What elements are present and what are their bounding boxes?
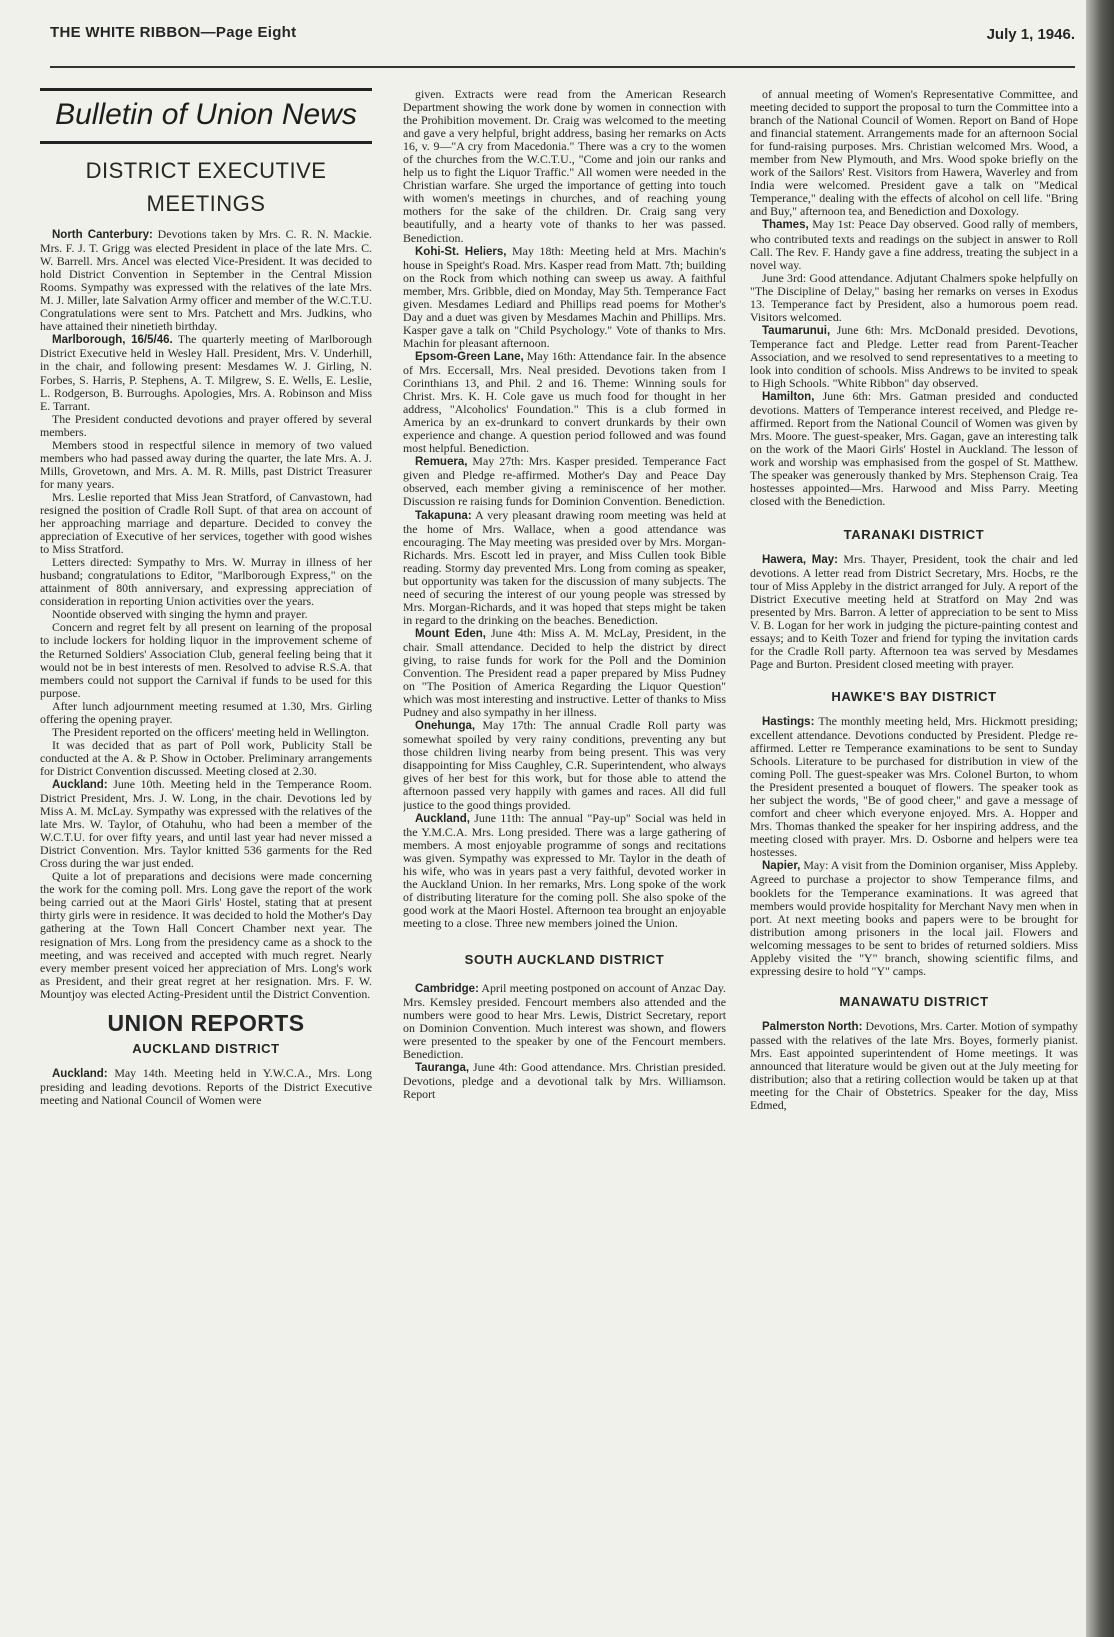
report-paragraph — [40, 700, 372, 726]
report-paragraph — [40, 1067, 372, 1107]
report-branch-name: Mount Eden, — [415, 627, 486, 640]
report-text: May 18th: Meeting held at Mrs. Machin's house in Speight's Road. Mrs. Kasper read from Matt. 7th; building on the Rock from which nothing can sweep us away. A faithful member, Mrs. Gribble, died on Monday, May 5th. Temperance Fact given. Mesdames Lediard and Phillips read poems for Mother's Day and a duet was given by Mesdames Machin and Phillips. Mrs. Kasper gave a talk on "Child Psychology." Vote of thanks to Mrs. Machin for pleasant afternoon. — [403, 243, 726, 350]
district-executive-reports — [40, 228, 372, 1001]
report-branch-name: North Canterbury: — [52, 229, 153, 241]
report-branch-name: Cambridge: — [415, 983, 479, 995]
report-branch-name: Auckland, — [415, 812, 470, 825]
report-text: Members stood in respectful silence in memory of two valued members who had passed away during the quarter, the late Mrs. A. J. Mills, Grovetown, and Mrs. A. M. R. Mills, past District Treasurer for many years. — [40, 437, 372, 491]
report-paragraph — [750, 324, 1078, 390]
auckland-branch-reports — [403, 88, 726, 930]
report-text: of annual meeting of Women's Representative Committee, and meeting decided to support the proposal to turn the Committee into a branch of the National Council of Women. Report on Band of Hope and financial statement. Arrangements made for an afternoon Social for fund-raising purposes. Mrs. Christian welcomed Mrs. Wood, a member from New Plymouth, and Mrs. Wood spoke briefly on the work of the Sailors' Rest. Visitors from Hawera, Waverley and from India were welcomed. President gave a talk on "Medical Temperance," dealing with the effects of alcohol on cell life. "Bring and Buy," afternoon tea, and Benediction and Doxology. — [750, 88, 1078, 219]
report-text: Quite a lot of preparations and decisions were made concerning the work for the coming poll. Mrs. Long gave the report of the work being carried out at the Maori Girls' Hostel, stating that at present thirty girls were in residence. It was decided to hold the Mother's Day gathering at the Town Hall Concert Chamber next year. The resignation of Mrs. Long from the presidency came as a shock to the meeting, and was received and accepted with much regret. Nearly every member present voiced her appreciation of Mrs. Long's work as President, and their great regret at her resignation. Mrs. F. W. Mountjoy was elected Acting-President until the District Convention. — [40, 869, 372, 1001]
report-paragraph — [403, 455, 726, 508]
report-paragraph — [750, 553, 1078, 671]
column-1 — [40, 88, 372, 1628]
report-paragraph — [40, 439, 372, 491]
report-branch-name: Marlborough, 16/5/46. — [52, 334, 173, 347]
report-text: Mrs. Thayer, President, took the chair and led devotions. A letter read from District Secretary, Mrs. Hocbs, re the tour of Miss Appleby in the district arranged for July. A report of the District Executive meeting held at Stratford on May 2nd was presented by Mrs. Barron. A letter of appreciation to be sent to Miss V. B. Logan for her work in judging the picture-painting contest and essays; and to Keith Tozer and friend for typing the invitation cards for the Cradle Roll party. Afternoon tea was served by Mesdames Page and Burton. President closed meeting with prayer. — [750, 551, 1078, 671]
report-paragraph — [403, 812, 726, 930]
taranaki-reports — [750, 553, 1078, 671]
report-paragraph — [40, 870, 372, 1000]
report-paragraph — [750, 272, 1078, 324]
report-paragraph — [40, 333, 372, 412]
report-paragraph — [403, 350, 726, 455]
report-branch-name: Napier, — [762, 860, 801, 873]
south-auckland-district-heading: SOUTH AUCKLAND DISTRICT — [464, 952, 665, 967]
report-paragraph — [403, 719, 726, 811]
bulletin-title: Bulletin of Union News — [40, 88, 372, 144]
report-branch-name: Tauranga, — [415, 1062, 470, 1075]
report-paragraph — [750, 88, 1078, 218]
report-paragraph — [750, 1020, 1078, 1112]
report-branch-name: Taumarunui, — [762, 324, 831, 337]
report-text: The monthly meeting held, Mrs. Hickmott presiding; excellent attendance. Devotions conducted by President. Pledge re-affirmed. Letter re Temperance examinations to be sent to Sunday Schools. Literature to be purchased for distribution in view of the coming Poll. The guest-speaker was Mrs. Colonel Burton, to whom the President presented a bouquet of flowers. The speaker took as her subject the words, "Be of good cheer," and gave a message of comfort and cheer which everyone enjoyed. Mrs. A. Hopper and Mrs. Thomas thanked the speaker for her inspiring address, and the meeting closed with prayer. Mrs. D. Osborne and helpers were tea hostesses. — [750, 713, 1078, 860]
report-branch-name: Kohi-St. Heliers, — [415, 245, 507, 258]
report-branch-name: Auckland: — [52, 778, 108, 791]
report-paragraph — [750, 859, 1078, 977]
taranaki-district-heading: TARANAKI DISTRICT — [843, 526, 985, 542]
report-branch-name: Hastings: — [762, 715, 815, 728]
report-text: May 14th. Meeting held in Y.W.C.A., Mrs. Long presiding and leading devotions. Reports of the District Executive meeting and National Council of Women were — [40, 1065, 372, 1107]
issue-date: July 1, 1946. — [986, 26, 1075, 43]
report-branch-name: Epsom-Green Lane, — [415, 350, 524, 363]
report-paragraph — [40, 556, 372, 608]
report-text: June 4th: Miss A. M. McLay, President, in the chair. Small attendance. Decided to help the district by direct giving, to raise funds for work for the Poll and the Dominion Convention. The President read a paper prepared by Miss Pudney on "The Position of America Regarding the Liquor Question" which was most interesting and instructive. Letter of thanks to Miss Pudney and also sympathy in her illness. — [403, 625, 726, 720]
report-paragraph — [40, 491, 372, 556]
report-branch-name: Remuera, — [415, 456, 468, 469]
report-text: June 4th: Good attendance. Mrs. Christian presided. Devotions, pledge and a devotional talk by Mrs. Williamson. Report — [403, 1060, 726, 1102]
manawatu-district-heading: MANAWATU DISTRICT — [839, 993, 989, 1009]
report-paragraph — [40, 778, 372, 870]
report-text: given. Extracts were read from the American Research Department showing the work done by women in connection with the Prohibition movement. Dr. Craig was welcomed to the meeting and gave a very helpful, bright address, basing her remarks on Acts 16, v. 9—"A cry from Macedonia." There was a cry to the women of the churches from the W.C.T.U., "Come and join our ranks and help us to fight the Liquor Traffic." All women were needed in the Christian warfare. She urged the importance of getting into touch with women's meetings in churches, and of reaching young mothers for the sake of the children. Dr. Craig sang very beautifully, and a hearty vote of thanks to her was passed. Benediction. — [403, 88, 726, 245]
section-title-union-reports: UNION REPORTS — [107, 1009, 305, 1036]
report-paragraph — [403, 245, 726, 350]
report-text: June 6th: Mrs. Gatman presided and conducted devotions. Matters of Temperance interest received, and Pledge re-affirmed. Report from the National Council of Women was given by Mrs. Moore. The guest-speaker, Mrs. Gagan, gave an interesting talk on the work of the Maori Girls' Hostel in Auckland. The lesson of work and worship was emphasised from the gospel of St. Matthew. The speaker was generously thanked by Mrs. Stephenson Craig. Tea hostesses appointed—Mrs. Harwood and Miss Parry. Meeting closed with the Benediction. — [750, 389, 1078, 509]
report-branch-name: Auckland: — [52, 1067, 108, 1080]
report-paragraph — [750, 390, 1078, 508]
report-text: June 11th: The annual "Pay-up" Social was held in the Y.M.C.A. Mrs. Long presided. There was a large gathering of members. A most enjoyable programme of songs and recitations was given. Sympathy was expressed to Mr. Taylor in the death of his wife, who was in years past a very faithful, devoted worker in the Auckland Union. In her remarks, Mrs. Long spoke of the work of distributing literature for the coming poll. She also spoke of the good work at the Maori Hostel. Afternoon tea brought an enjoyable meeting to a close. Three new members joined the Union. — [403, 810, 726, 930]
column-3 — [750, 88, 1078, 1628]
report-text: The President reported on the officers' meeting held in Wellington. — [52, 724, 370, 739]
report-text: Devotions, Mrs. Carter. Motion of sympathy passed with the relatives of the late Mrs. Boyes, formerly pianist. Mrs. East appointed superintendent of Home meetings. It was announced that literature would be given out at the July meeting for distribution; also that a retiring collection would be taken up at that meeting for the Chair of Obstetrics. Speaker for the day, Miss Edmed, — [750, 1018, 1078, 1113]
report-text: A very pleasant drawing room meeting was held at the home of Mrs. Wallace, when a good attendance was encouraging. The May meeting was presided over by Mrs. Morgan-Richards. Mrs. Escott led in prayer, and Miss Cullen took Bible reading. Stormy day prevented Mrs. Long from coming as speaker, but opportunity was taken for the discussion of many subjects. The need of securing the interest of our young people was stressed by Mrs. Morgan-Richards, and it was hoped that steps might be taken in regard to the drinking on the beaches. Benediction. — [403, 507, 726, 627]
report-text: It was decided that as part of Poll work, Publicity Stall be conducted at the A. & P. Show in October. Preliminary arrangements for District Convention discussed. Meeting closed at 2.30. — [40, 737, 372, 778]
report-text: The quarterly meeting of Marlborough District Executive held in Wesley Hall. President, Mrs. V. Underhill, in the chair, and following present: Mesdames W. J. Girling, N. Forbes, S. Harris, P. Stephens, A. T. Milgrew, S. E. Wells, E. Leslie, L. Rodgerson, B. Burroughs. Apologies, Mrs. A. Robinson and Miss E. Tarrant. — [40, 332, 372, 413]
report-text: May 1st: Peace Day observed. Good rally of members, who contributed texts and readings on the subject in answer to Roll Call. The Rev. F. Handy gave a fine address, treating the subject in a novel way. — [750, 217, 1078, 272]
report-paragraph — [40, 413, 372, 439]
report-text: May 27th: Mrs. Kasper presided. Temperance Fact given and Pledge re-affirmed. Mother's Day and Peace Day observed, each member giving a reminiscence of her mother. Discussion re raising funds for Dominion Convention. Benediction. — [403, 454, 726, 509]
report-paragraph — [750, 218, 1078, 271]
report-paragraph — [40, 739, 372, 778]
south-auckland-reports — [403, 982, 726, 1101]
report-text: Devotions taken by Mrs. C. R. N. Mackie. Mrs. F. J. T. Grigg was elected President in place of the late Mrs. C. W. Barrell. Mrs. Ancel was elected Vice-President. It was decided to hold District Convention in September in the Central Mission Rooms. Sympathy was expressed with the relatives of the late Mrs. M. J. Miller, late Salvation Army officer and member of the W.C.T.U. Congratulations were sent to Mrs. Patchett and Mrs. Judkins, who have attained their ninetieth birthday. — [40, 227, 372, 334]
report-branch-name: Hamilton, — [762, 391, 815, 404]
report-paragraph — [40, 228, 372, 333]
report-text: May 16th: Attendance fair. In the absence of Mrs. Eccersall, Mrs. Neal presided. Devotions taken from I Corinthians 13, and Phil. 2 and 16. Theme: Winning souls for Christ. Mrs. K. H. Cole gave us much food for thought in her address, "Alcoholics' Foundation." This is a club formed in America by an ex-drunkard to convert drunkards by their own experience and change. A question period followed and was found most helpful. Benediction. — [403, 348, 726, 456]
report-branch-name: Thames, — [762, 219, 809, 232]
manawatu-reports — [750, 1020, 1078, 1112]
report-paragraph — [40, 621, 372, 699]
report-paragraph — [403, 1061, 726, 1101]
report-text: Mrs. Leslie reported that Miss Jean Stratford, of Canvastown, had resigned the position of Cradle Roll Supt. of that area on account of her approaching marriage and departure. Decided to convey the appreciation of Executive of her services, together with good wishes to Miss Stratford. — [40, 489, 372, 557]
report-paragraph — [403, 627, 726, 719]
publication-title: THE WHITE RIBBON—Page Eight — [50, 24, 297, 41]
report-text: June 6th: Mrs. McDonald presided. Devotions, Temperance fact and Pledge. Letter read from Parent-Teacher Association, and we resolved to send representatives to a meeting to look into condition of schools. Miss Andrews to be invited to speak to High Schools. "White Ribbon" day observed. — [750, 322, 1078, 391]
report-text: June 3rd: Good attendance. Adjutant Chalmers spoke helpfully on "The Discipline of Delay," basing her remarks on verses in Exodus 13. Temperance fact by President, also a humorous poem read. Visitors welcomed. — [750, 270, 1078, 324]
column-2 — [403, 88, 726, 1628]
page-edge-shadow — [1086, 0, 1114, 1637]
section-title-district-executive: DISTRICT EXECUTIVE MEETINGS — [85, 158, 327, 216]
report-text: June 10th. Meeting held in the Temperance Room. District President, Mrs. J. W. Long, in the chair. Devotions led by Miss A. M. McLay. Sympathy was expressed with the relatives of the late Mrs. W. Taylor, of Otahuhu, who had been a member of the W.C.T.U. for over fifty years, and until last year had never missed a District Convention. Mrs. Taylor knitted 536 garments for the Red Cross during the war just ended. — [40, 776, 372, 871]
report-text: Noontide observed with singing the hymn and prayer. — [52, 607, 308, 622]
report-text: April meeting postponed on account of Anzac Day. Mrs. Kemsley presided. Fencourt members also attended and the numbers were good to hear Mrs. Lewis, District Secretary, report on Dominion Convention. Much interest was shown, and flowers were presented to the speaker by one of the Fencourt members. Benediction. — [403, 981, 726, 1062]
report-text: Concern and regret felt by all present on learning of the proposal to include lockers for holding liquor in the improvement scheme of the Returned Soldiers' Association Club, general feeling being that it would not be in best interests of men. Resolved to advise R.S.A. that members could not support the Carnival if funds to be used for this purpose. — [40, 620, 372, 700]
report-text: May 17th: The annual Cradle Roll party was somewhat spoiled by very rainy conditions, preventing any but those children living nearby from being present. This was very disappointing for Miss Caughley, C.R. Superintendent, who always gives of her best for this work, but for those able to attend the afternoon passed very happily with games and races. All did full justice to the good things provided. — [403, 718, 726, 812]
auckland-district-reports — [40, 1067, 372, 1107]
hawkes-bay-district-heading: HAWKE'S BAY DISTRICT — [831, 688, 997, 704]
south-auckland-continued-reports — [750, 88, 1078, 509]
page-header — [50, 22, 1075, 46]
header-rule — [50, 66, 1075, 68]
report-branch-name: Palmerston North: — [762, 1020, 863, 1033]
report-paragraph — [403, 982, 726, 1061]
report-branch-name: Onehunga, — [415, 720, 476, 733]
report-text: After lunch adjournment meeting resumed at 1.30, Mrs. Girling offering the opening prayer. — [40, 698, 372, 726]
report-text: The President conducted devotions and prayer offered by several members. — [40, 411, 372, 439]
report-branch-name: Hawera, May: — [762, 553, 838, 566]
auckland-district-heading: AUCKLAND DISTRICT — [132, 1040, 280, 1056]
report-paragraph — [750, 715, 1078, 860]
report-paragraph — [403, 88, 726, 245]
report-paragraph — [403, 509, 726, 627]
hawkes-bay-reports — [750, 715, 1078, 978]
report-text: Letters directed: Sympathy to Mrs. W. Murray in illness of her husband; congratulations to Editor, "Marlborough Express," on the attainment of 80th anniversary, and expressing appreciation of consideration in reporting Union activities over the years. — [40, 555, 372, 609]
report-branch-name: Takapuna: — [415, 509, 472, 522]
report-text: May: A visit from the Dominion organiser, Miss Appleby. Agreed to purchase a projector to show Temperance films, and booklets for the Temperance examinations. It was agreed that members would provide hospitality for Merchant Navy men when in port. At next meeting books and papers were to be brought for distribution among prisoners in the local jail. Flowers and welcoming messages to be sent to brides of returned soldiers. Miss Appleby visited the "Y" branch, showing scientific films, and expressing desire to hold "Y" camps. — [750, 858, 1078, 978]
